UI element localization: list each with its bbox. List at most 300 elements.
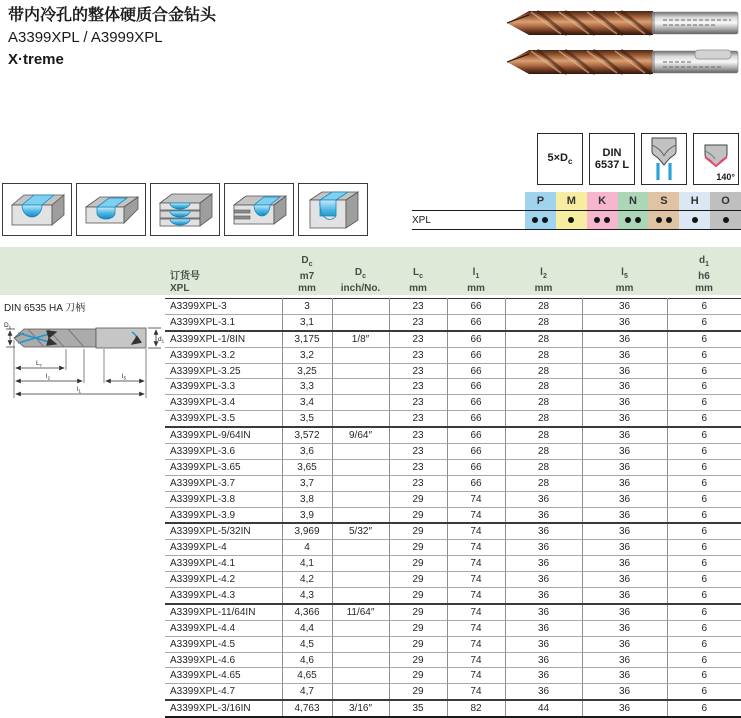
value-cell: 36	[582, 491, 667, 507]
value-cell: 4,6	[282, 652, 332, 668]
table-row	[165, 700, 741, 717]
value-cell: 36	[505, 523, 582, 539]
value-cell: 82	[447, 700, 505, 717]
value-cell: 23	[389, 314, 447, 330]
rating-dot	[604, 217, 610, 223]
column-header: $l_2$ mm	[534, 267, 553, 294]
value-cell: 36	[505, 507, 582, 523]
shank-type-label: DIN 6535 HA 刀柄	[4, 303, 86, 314]
value-cell: 6	[667, 491, 741, 507]
value-cell: 3,572	[282, 427, 332, 443]
column-header: $l_5$ mm	[615, 267, 634, 294]
value-cell: 23	[389, 299, 447, 315]
order-number-cell: A3399XPL-4	[170, 542, 227, 554]
column-header: $d_1$ h6 mm	[695, 255, 713, 294]
value-cell	[332, 572, 389, 588]
material-group-K: K	[587, 192, 618, 210]
value-cell: 74	[447, 636, 505, 652]
table-row	[165, 684, 741, 700]
column-header: $D_c$ m7 mm	[298, 255, 316, 294]
value-cell: 29	[389, 572, 447, 588]
value-cell: 74	[447, 684, 505, 700]
value-cell: 1/8″	[332, 331, 389, 347]
drill-photo-notched-shank-icon	[503, 45, 741, 79]
value-cell: 35	[389, 700, 447, 717]
order-number-cell: A3399XPL-3.5	[170, 413, 236, 425]
order-number-cell: A3399XPL-5/32IN	[170, 526, 251, 538]
value-cell: 28	[505, 363, 582, 379]
interrupted-cut-icon	[228, 189, 290, 231]
value-cell: 36	[582, 556, 667, 572]
value-cell: 6	[667, 507, 741, 523]
value-cell: 4,7	[282, 684, 332, 700]
drill-photo-plain-shank-icon	[503, 6, 741, 40]
point-angle-value: 140°	[716, 172, 735, 182]
value-cell: 28	[505, 459, 582, 475]
rating-dot	[692, 217, 698, 223]
dimensions-table-head	[165, 247, 741, 299]
cross-hole-icon	[302, 188, 364, 232]
rating-dot	[635, 217, 641, 223]
value-cell: 3,8	[282, 491, 332, 507]
value-cell: 3	[282, 299, 332, 315]
table-row	[165, 652, 741, 668]
value-cell: 6	[667, 395, 741, 411]
order-number-cell: A3399XPL-4.1	[170, 558, 236, 570]
value-cell: 66	[447, 299, 505, 315]
table-row	[165, 427, 741, 443]
value-cell: 66	[447, 347, 505, 363]
table-row	[165, 523, 741, 539]
material-groups-spacer	[412, 192, 525, 210]
product-photos	[503, 6, 741, 84]
value-cell	[332, 299, 389, 315]
value-cell: 36	[505, 652, 582, 668]
value-cell: 6	[667, 636, 741, 652]
value-cell: 23	[389, 411, 447, 427]
value-cell: 36	[582, 604, 667, 620]
column-header: $D_c$ inch/No.	[340, 267, 381, 294]
order-number-cell: A3399XPL-4.65	[170, 670, 241, 682]
value-cell	[332, 379, 389, 395]
table-row	[165, 556, 741, 572]
series-name: X·treme	[8, 51, 64, 68]
value-cell: 29	[389, 523, 447, 539]
value-cell: 6	[667, 427, 741, 443]
value-cell: 9/64″	[332, 427, 389, 443]
rating-dot	[666, 217, 672, 223]
coolant-through-tool-icon	[644, 136, 684, 182]
value-cell: 36	[582, 363, 667, 379]
value-cell: 74	[447, 572, 505, 588]
table-row	[165, 444, 741, 460]
order-number-cell: A3399XPL-4.7	[170, 686, 236, 698]
order-number-cell: A3399XPL-3.8	[170, 493, 236, 505]
value-cell: 36	[505, 604, 582, 620]
material-group-M: M	[556, 192, 587, 210]
value-cell: 6	[667, 459, 741, 475]
value-cell: 6	[667, 475, 741, 491]
value-cell	[332, 620, 389, 636]
order-number-cell: A3399XPL-3.7	[170, 477, 236, 489]
value-cell: 6	[667, 363, 741, 379]
value-cell: 4,763	[282, 700, 332, 717]
value-cell: 36	[582, 331, 667, 347]
dim-l5-label: $l_5$	[122, 373, 126, 381]
value-cell: 36	[505, 556, 582, 572]
value-cell	[332, 556, 389, 572]
value-cell: 36	[582, 684, 667, 700]
material-rating-row	[412, 211, 741, 230]
suitability-dots-S	[648, 211, 679, 229]
value-cell: 66	[447, 363, 505, 379]
order-number-cell: A3399XPL-4.2	[170, 574, 236, 586]
value-cell	[332, 444, 389, 460]
material-group-S: S	[648, 192, 679, 210]
value-cell: 66	[447, 475, 505, 491]
material-dot-cells	[525, 211, 741, 229]
value-cell: 6	[667, 347, 741, 363]
value-cell: 6	[667, 411, 741, 427]
value-cell	[332, 475, 389, 491]
order-number-cell: A3399XPL-11/64IN	[170, 606, 256, 618]
value-cell: 36	[582, 475, 667, 491]
value-cell	[332, 507, 389, 523]
value-cell: 4,1	[282, 556, 332, 572]
value-cell: 28	[505, 314, 582, 330]
value-cell	[332, 636, 389, 652]
value-cell: 36	[582, 314, 667, 330]
table-row	[165, 572, 741, 588]
application-icons	[2, 183, 368, 236]
ratio-label: $5\times D_c$	[547, 151, 573, 167]
value-cell: 11/64″	[332, 604, 389, 620]
badge-length-ratio	[537, 133, 583, 185]
suitability-dots-M	[556, 211, 587, 229]
value-cell: 4	[282, 540, 332, 556]
value-cell: 36	[582, 588, 667, 604]
value-cell: 28	[505, 395, 582, 411]
value-cell: 36	[582, 668, 667, 684]
material-group-O: O	[710, 192, 741, 210]
value-cell: 29	[389, 540, 447, 556]
main-table-header-row	[165, 247, 741, 299]
value-cell: 6	[667, 379, 741, 395]
table-row	[165, 363, 741, 379]
value-cell: 74	[447, 556, 505, 572]
value-cell: 66	[447, 459, 505, 475]
value-cell: 29	[389, 507, 447, 523]
value-cell: 4,4	[282, 620, 332, 636]
application-interrupted-cut	[224, 183, 294, 236]
order-number-cell: A3399XPL-4.4	[170, 622, 236, 634]
table-row	[165, 331, 741, 347]
value-cell	[332, 588, 389, 604]
value-cell: 36	[582, 299, 667, 315]
value-cell: 66	[447, 379, 505, 395]
suitability-dots-P	[525, 211, 556, 229]
value-cell: 29	[389, 620, 447, 636]
badge-coolant	[641, 133, 687, 185]
value-cell: 6	[667, 668, 741, 684]
badge-din-standard	[589, 133, 635, 185]
material-letter-cells	[525, 192, 741, 210]
value-cell: 66	[447, 395, 505, 411]
suitability-dots-N	[618, 211, 649, 229]
value-cell: 4,3	[282, 588, 332, 604]
value-cell: 6	[667, 652, 741, 668]
value-cell: 6	[667, 556, 741, 572]
value-cell: 74	[447, 523, 505, 539]
material-group-N: N	[618, 192, 649, 210]
blind-hole-icon	[80, 189, 142, 231]
table-row	[165, 379, 741, 395]
value-cell: 23	[389, 331, 447, 347]
value-cell: 3,3	[282, 379, 332, 395]
table-row	[165, 604, 741, 620]
suitability-dots-H	[679, 211, 710, 229]
value-cell: 74	[447, 588, 505, 604]
application-through-hole	[2, 183, 72, 236]
column-header: $l_1$ mm	[467, 267, 485, 294]
value-cell: 66	[447, 411, 505, 427]
value-cell: 36	[505, 620, 582, 636]
rating-dot	[568, 217, 574, 223]
value-cell: 36	[505, 588, 582, 604]
value-cell: 28	[505, 411, 582, 427]
table-row	[165, 395, 741, 411]
material-row-label: XPL	[412, 214, 431, 226]
rating-dot	[625, 217, 631, 223]
order-number-cell: A3399XPL-3.9	[170, 509, 236, 521]
application-cross-hole	[298, 183, 368, 236]
value-cell: 4,65	[282, 668, 332, 684]
order-number-cell: A3399XPL-3	[170, 300, 227, 312]
table-row	[165, 299, 741, 315]
dim-dc-label: $D_c$	[4, 322, 11, 330]
value-cell: 23	[389, 475, 447, 491]
order-number-cell: A3399XPL-3.3	[170, 381, 236, 393]
table-row	[165, 491, 741, 507]
value-cell: 28	[505, 444, 582, 460]
value-cell: 36	[505, 636, 582, 652]
value-cell	[332, 347, 389, 363]
value-cell: 36	[582, 347, 667, 363]
value-cell: 28	[505, 331, 582, 347]
order-number-cell: A3399XPL-3/16IN	[170, 703, 251, 715]
value-cell: 29	[389, 588, 447, 604]
table-row	[165, 459, 741, 475]
order-number-cell: A3399XPL-4.3	[170, 589, 236, 601]
value-cell: 36	[582, 652, 667, 668]
value-cell: 3,65	[282, 459, 332, 475]
value-cell: 6	[667, 684, 741, 700]
value-cell: 3,7	[282, 475, 332, 491]
point-angle-icon	[696, 143, 736, 175]
value-cell: 29	[389, 684, 447, 700]
value-cell: 36	[582, 379, 667, 395]
table-row	[165, 620, 741, 636]
value-cell: 4,2	[282, 572, 332, 588]
value-cell: 3,25	[282, 363, 332, 379]
value-cell: 3,175	[282, 331, 332, 347]
value-cell: 66	[447, 427, 505, 443]
value-cell: 6	[667, 299, 741, 315]
value-cell: 36	[505, 540, 582, 556]
suitability-dots-O	[710, 211, 741, 229]
rating-dot	[723, 217, 729, 223]
din-line1: DIN	[602, 147, 622, 159]
value-cell: 6	[667, 604, 741, 620]
value-cell: 28	[505, 347, 582, 363]
table-row	[165, 475, 741, 491]
value-cell: 36	[582, 572, 667, 588]
rating-dot	[532, 217, 538, 223]
material-suitability-table	[412, 192, 741, 230]
value-cell: 36	[505, 684, 582, 700]
rating-dot	[656, 217, 662, 223]
value-cell: 6	[667, 588, 741, 604]
order-number-cell: A3399XPL-4.5	[170, 638, 236, 650]
order-number-cell: A3399XPL-3.4	[170, 397, 236, 409]
value-cell: 29	[389, 652, 447, 668]
value-cell: 3,4	[282, 395, 332, 411]
value-cell: 6	[667, 444, 741, 460]
value-cell	[332, 314, 389, 330]
suitability-dots-K	[587, 211, 618, 229]
order-number-cell: A3399XPL-3.65	[170, 461, 241, 473]
value-cell	[332, 540, 389, 556]
value-cell: 4,5	[282, 636, 332, 652]
material-group-P: P	[525, 192, 556, 210]
value-cell: 23	[389, 444, 447, 460]
dim-l2-label: $l_2$	[46, 373, 50, 381]
value-cell: 3,5	[282, 411, 332, 427]
value-cell: 28	[505, 475, 582, 491]
value-cell: 6	[667, 572, 741, 588]
value-cell: 36	[582, 444, 667, 460]
application-blind-hole	[76, 183, 146, 236]
value-cell: 5/32″	[332, 523, 389, 539]
rating-dot	[542, 217, 548, 223]
material-groups-row	[412, 192, 741, 211]
value-cell	[332, 668, 389, 684]
value-cell: 74	[447, 604, 505, 620]
value-cell: 3,9	[282, 507, 332, 523]
model-numbers: A3399XPL / A3999XPL	[8, 29, 163, 46]
value-cell: 36	[582, 636, 667, 652]
value-cell: 6	[667, 331, 741, 347]
value-cell: 36	[582, 427, 667, 443]
value-cell: 36	[505, 491, 582, 507]
value-cell: 29	[389, 636, 447, 652]
value-cell: 29	[389, 491, 447, 507]
table-row	[165, 540, 741, 556]
value-cell: 36	[582, 459, 667, 475]
value-cell: 23	[389, 379, 447, 395]
value-cell: 23	[389, 347, 447, 363]
value-cell: 3,6	[282, 444, 332, 460]
dim-l1-label: $l_1$	[77, 386, 81, 394]
value-cell: 6	[667, 620, 741, 636]
application-stacked-plates	[150, 183, 220, 236]
value-cell: 4,366	[282, 604, 332, 620]
value-cell: 3,2	[282, 347, 332, 363]
shank-diagram	[4, 299, 164, 411]
value-cell: 23	[389, 427, 447, 443]
drill-dimension-drawing	[4, 318, 164, 406]
value-cell: 36	[505, 572, 582, 588]
value-cell: 6	[667, 540, 741, 556]
table-row	[165, 347, 741, 363]
order-number-cell: A3399XPL-3.1	[170, 316, 236, 328]
value-cell: 29	[389, 668, 447, 684]
badge-point-angle	[693, 133, 739, 185]
main-table-body	[165, 299, 741, 718]
value-cell: 74	[447, 652, 505, 668]
value-cell: 28	[505, 379, 582, 395]
table-row	[165, 314, 741, 330]
value-cell: 74	[447, 540, 505, 556]
value-cell: 29	[389, 556, 447, 572]
dim-d1-label: $d_1$	[158, 336, 165, 344]
value-cell: 28	[505, 299, 582, 315]
value-cell	[332, 491, 389, 507]
value-cell: 29	[389, 604, 447, 620]
order-number-cell: A3399XPL-3.2	[170, 349, 236, 361]
order-number-cell: A3399XPL-9/64IN	[170, 430, 251, 442]
value-cell	[332, 652, 389, 668]
value-cell	[332, 684, 389, 700]
value-cell: 6	[667, 314, 741, 330]
value-cell: 28	[505, 427, 582, 443]
value-cell	[332, 395, 389, 411]
dim-lc-label: $L_c$	[36, 360, 42, 368]
through-hole-icon	[6, 189, 68, 231]
value-cell: 36	[582, 411, 667, 427]
table-row	[165, 668, 741, 684]
value-cell: 36	[582, 620, 667, 636]
value-cell: 74	[447, 507, 505, 523]
value-cell: 23	[389, 395, 447, 411]
order-number-cell: A3399XPL-1/8IN	[170, 333, 246, 345]
rating-dot	[594, 217, 600, 223]
column-header: 订货号 XPL	[170, 271, 200, 294]
value-cell: 23	[389, 459, 447, 475]
value-cell: 36	[505, 668, 582, 684]
din-line2: 6537 L	[594, 159, 630, 171]
value-cell: 66	[447, 314, 505, 330]
value-cell: 36	[582, 540, 667, 556]
value-cell: 44	[505, 700, 582, 717]
page-title: 带内冷孔的整体硬质合金钻头	[8, 7, 217, 24]
value-cell: 3,969	[282, 523, 332, 539]
table-row	[165, 411, 741, 427]
stacked-plates-icon	[154, 189, 216, 231]
value-cell	[332, 459, 389, 475]
value-cell: 36	[582, 700, 667, 717]
value-cell: 36	[582, 507, 667, 523]
dimensions-table	[165, 247, 741, 718]
value-cell: 36	[582, 395, 667, 411]
value-cell: 36	[582, 523, 667, 539]
value-cell	[332, 411, 389, 427]
value-cell: 66	[447, 444, 505, 460]
order-number-cell: A3399XPL-3.25	[170, 365, 241, 377]
value-cell	[332, 363, 389, 379]
value-cell: 23	[389, 363, 447, 379]
spec-badges	[537, 133, 739, 185]
